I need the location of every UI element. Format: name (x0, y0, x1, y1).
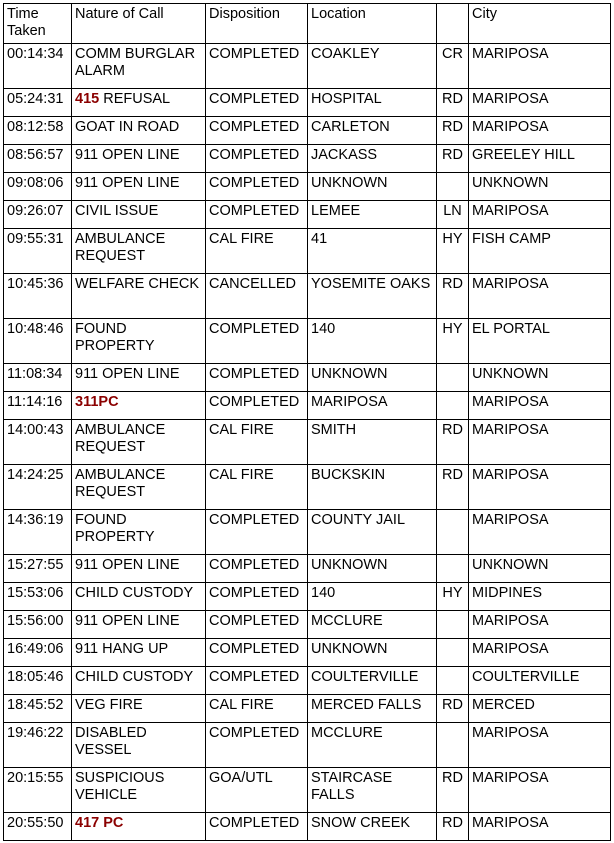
cell-suffix: RD (437, 768, 469, 813)
cell-time: 08:56:57 (4, 145, 72, 173)
cell-nature (72, 420, 206, 465)
cell-disposition: COMPLETED (206, 555, 308, 583)
cell-disposition: COMPLETED (206, 364, 308, 392)
cell-nature (72, 723, 206, 768)
table-row (4, 89, 611, 117)
cell-city: MARIPOSA (469, 639, 611, 667)
cell-nature (72, 173, 206, 201)
cell-suffix (437, 611, 469, 639)
header-location: Location (308, 4, 437, 44)
cell-city: MARIPOSA (469, 117, 611, 145)
call-nature: COMM BURGLAR ALARM (75, 46, 196, 79)
cell-nature (72, 274, 206, 319)
cell-disposition: CAL FIRE (206, 465, 308, 510)
table-row (4, 117, 611, 145)
cell-city: MERCED (469, 695, 611, 723)
cell-location: COUNTY JAIL (308, 510, 437, 555)
cell-location: 41 (308, 229, 437, 274)
cell-time: 10:48:46 (4, 319, 72, 364)
cell-time: 08:12:58 (4, 117, 72, 145)
table-row (4, 364, 611, 392)
cell-city: UNKNOWN (469, 364, 611, 392)
cell-suffix: RD (437, 695, 469, 723)
call-nature: CHILD CUSTODY (75, 585, 194, 601)
cell-disposition: COMPLETED (206, 173, 308, 201)
cell-nature (72, 768, 206, 813)
header-nature: Nature of Call (72, 4, 206, 44)
cell-nature (72, 555, 206, 583)
cell-location: 140 (308, 583, 437, 611)
cell-nature (72, 44, 206, 89)
call-nature: AMBULANCE REQUEST (75, 467, 166, 500)
call-code: 311PC (75, 394, 119, 410)
call-nature: 911 OPEN LINE (75, 175, 180, 191)
cell-suffix: RD (437, 420, 469, 465)
cell-disposition: COMPLETED (206, 201, 308, 229)
cell-disposition: COMPLETED (206, 723, 308, 768)
cell-suffix: RD (437, 274, 469, 319)
cell-disposition: COMPLETED (206, 583, 308, 611)
cell-location: COAKLEY (308, 44, 437, 89)
call-nature: WELFARE CHECK (75, 276, 200, 292)
call-nature: 911 HANG UP (75, 641, 169, 657)
table-row (4, 319, 611, 364)
call-code: 415 (75, 91, 100, 107)
cell-city: MARIPOSA (469, 723, 611, 768)
cell-nature (72, 145, 206, 173)
cell-nature (72, 319, 206, 364)
cell-disposition: CAL FIRE (206, 229, 308, 274)
table-row (4, 723, 611, 768)
cell-location: YOSEMITE OAKS (308, 274, 437, 319)
table-row (4, 695, 611, 723)
cell-location: SMITH (308, 420, 437, 465)
cell-nature (72, 667, 206, 695)
table-row (4, 611, 611, 639)
cell-nature (72, 695, 206, 723)
cell-time: 20:55:50 (4, 813, 72, 841)
cell-nature (72, 201, 206, 229)
cell-suffix (437, 667, 469, 695)
table-row (4, 813, 611, 841)
header-row (4, 4, 611, 44)
cell-location: COULTERVILLE (308, 667, 437, 695)
table-row (4, 201, 611, 229)
cell-city: MARIPOSA (469, 813, 611, 841)
call-nature: REFUSAL (99, 91, 171, 107)
cell-suffix (437, 555, 469, 583)
table-row (4, 44, 611, 89)
call-nature: 911 OPEN LINE (75, 557, 180, 573)
cell-city: MARIPOSA (469, 465, 611, 510)
call-nature: AMBULANCE REQUEST (75, 422, 166, 455)
cell-disposition: COMPLETED (206, 319, 308, 364)
cell-suffix (437, 364, 469, 392)
cell-time: 16:49:06 (4, 639, 72, 667)
table-row (4, 555, 611, 583)
table-row (4, 420, 611, 465)
call-code: 417 PC (75, 815, 124, 831)
cell-time: 09:55:31 (4, 229, 72, 274)
cell-disposition: GOA/UTL (206, 768, 308, 813)
cell-location: UNKNOWN (308, 639, 437, 667)
cell-disposition: COMPLETED (206, 813, 308, 841)
cell-location: 140 (308, 319, 437, 364)
cell-location: MERCED FALLS (308, 695, 437, 723)
cell-suffix: RD (437, 813, 469, 841)
cell-city: MARIPOSA (469, 420, 611, 465)
cell-disposition: CANCELLED (206, 274, 308, 319)
cell-city: FISH CAMP (469, 229, 611, 274)
call-nature: 911 OPEN LINE (75, 147, 180, 163)
cell-location: JACKASS (308, 145, 437, 173)
cell-nature (72, 510, 206, 555)
cell-city: MARIPOSA (469, 44, 611, 89)
cell-suffix (437, 639, 469, 667)
cell-location: MARIPOSA (308, 392, 437, 420)
cell-time: 11:08:34 (4, 364, 72, 392)
cell-disposition: CAL FIRE (206, 420, 308, 465)
cell-time: 10:45:36 (4, 274, 72, 319)
cell-time: 09:08:06 (4, 173, 72, 201)
cell-disposition: COMPLETED (206, 639, 308, 667)
table-row (4, 639, 611, 667)
table-row (4, 145, 611, 173)
header-suffix (437, 4, 469, 44)
cell-suffix (437, 392, 469, 420)
cell-suffix: HY (437, 583, 469, 611)
cell-suffix: CR (437, 44, 469, 89)
cell-nature (72, 611, 206, 639)
cell-location: MCCLURE (308, 723, 437, 768)
cell-time: 18:45:52 (4, 695, 72, 723)
cell-disposition: COMPLETED (206, 117, 308, 145)
cell-nature (72, 639, 206, 667)
cell-city: MARIPOSA (469, 510, 611, 555)
cell-location: UNKNOWN (308, 555, 437, 583)
cell-suffix: RD (437, 89, 469, 117)
cell-time: 20:15:55 (4, 768, 72, 813)
cell-nature (72, 229, 206, 274)
cell-nature (72, 583, 206, 611)
cell-suffix (437, 723, 469, 768)
cell-nature (72, 117, 206, 145)
cell-nature (72, 465, 206, 510)
call-nature: AMBULANCE REQUEST (75, 231, 166, 264)
cell-location: BUCKSKIN (308, 465, 437, 510)
table-row (4, 583, 611, 611)
cell-disposition: COMPLETED (206, 611, 308, 639)
cell-suffix: RD (437, 465, 469, 510)
call-nature: 911 OPEN LINE (75, 366, 180, 382)
table-row (4, 173, 611, 201)
cell-disposition: COMPLETED (206, 510, 308, 555)
table-row (4, 510, 611, 555)
call-log-table (3, 3, 611, 841)
cell-city: MARIPOSA (469, 611, 611, 639)
table-row (4, 392, 611, 420)
call-nature: CIVIL ISSUE (75, 203, 159, 219)
cell-city: MARIPOSA (469, 89, 611, 117)
call-nature: FOUND PROPERTY (75, 321, 155, 354)
cell-city: MARIPOSA (469, 392, 611, 420)
cell-suffix: HY (437, 319, 469, 364)
cell-suffix: RD (437, 145, 469, 173)
cell-location: MCCLURE (308, 611, 437, 639)
cell-city: MARIPOSA (469, 201, 611, 229)
cell-city: MARIPOSA (469, 768, 611, 813)
cell-city: UNKNOWN (469, 173, 611, 201)
call-nature: VEG FIRE (75, 697, 143, 713)
header-time: Time Taken (4, 4, 72, 44)
cell-disposition: COMPLETED (206, 667, 308, 695)
cell-city: GREELEY HILL (469, 145, 611, 173)
cell-disposition: COMPLETED (206, 44, 308, 89)
cell-disposition: COMPLETED (206, 145, 308, 173)
call-nature: GOAT IN ROAD (75, 119, 180, 135)
cell-time: 11:14:16 (4, 392, 72, 420)
header-city: City (469, 4, 611, 44)
cell-time: 14:24:25 (4, 465, 72, 510)
cell-nature (72, 89, 206, 117)
cell-location: UNKNOWN (308, 364, 437, 392)
cell-nature (72, 392, 206, 420)
cell-nature (72, 364, 206, 392)
cell-location: LEMEE (308, 201, 437, 229)
cell-city: MIDPINES (469, 583, 611, 611)
cell-nature (72, 813, 206, 841)
table-row (4, 229, 611, 274)
cell-time: 05:24:31 (4, 89, 72, 117)
cell-city: COULTERVILLE (469, 667, 611, 695)
header-disposition: Disposition (206, 4, 308, 44)
table-row (4, 465, 611, 510)
cell-location: CARLETON (308, 117, 437, 145)
cell-suffix (437, 510, 469, 555)
cell-suffix: LN (437, 201, 469, 229)
call-nature: SUSPICIOUS VEHICLE (75, 770, 165, 803)
cell-location: STAIRCASE FALLS (308, 768, 437, 813)
call-nature: 911 OPEN LINE (75, 613, 180, 629)
cell-location: SNOW CREEK (308, 813, 437, 841)
table-row (4, 667, 611, 695)
cell-time: 19:46:22 (4, 723, 72, 768)
cell-suffix (437, 173, 469, 201)
cell-suffix: RD (437, 117, 469, 145)
table-row (4, 274, 611, 319)
cell-suffix: HY (437, 229, 469, 274)
cell-time: 15:27:55 (4, 555, 72, 583)
cell-time: 14:36:19 (4, 510, 72, 555)
cell-time: 15:56:00 (4, 611, 72, 639)
cell-time: 14:00:43 (4, 420, 72, 465)
cell-disposition: CAL FIRE (206, 695, 308, 723)
cell-disposition: COMPLETED (206, 392, 308, 420)
cell-time: 00:14:34 (4, 44, 72, 89)
call-nature: DISABLED VESSEL (75, 725, 147, 758)
call-nature: CHILD CUSTODY (75, 669, 194, 685)
cell-disposition: COMPLETED (206, 89, 308, 117)
cell-location: UNKNOWN (308, 173, 437, 201)
cell-time: 18:05:46 (4, 667, 72, 695)
call-nature: FOUND PROPERTY (75, 512, 155, 545)
cell-city: EL PORTAL (469, 319, 611, 364)
table-row (4, 768, 611, 813)
cell-time: 09:26:07 (4, 201, 72, 229)
cell-city: UNKNOWN (469, 555, 611, 583)
cell-city: MARIPOSA (469, 274, 611, 319)
cell-time: 15:53:06 (4, 583, 72, 611)
cell-location: HOSPITAL (308, 89, 437, 117)
